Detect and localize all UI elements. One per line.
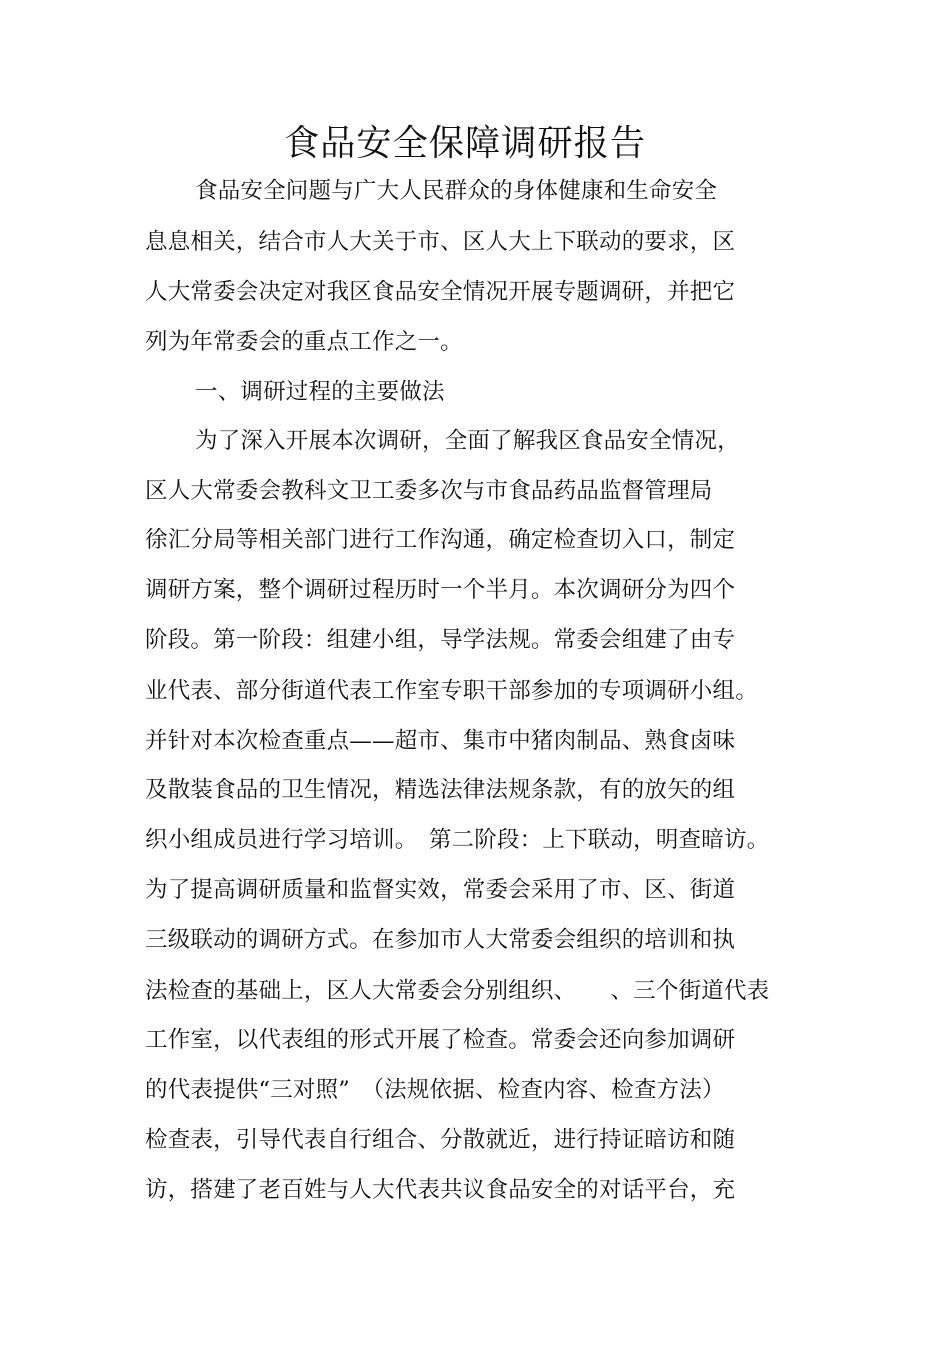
paragraph-line: 为了深入开展本次调研，全面了解我区食品安全情况， xyxy=(195,428,740,454)
paragraph-line: 检查表，引导代表自行组合、分散就近，进行持证暗访和随 xyxy=(145,1127,736,1153)
document-title: 食品安全保障调研报告 xyxy=(283,123,647,164)
paragraph-line: 阶段。第一阶段：组建小组，导学法规。常委会组建了由专 xyxy=(145,627,736,653)
paragraph-line: 食品安全问题与广大人民群众的身体健康和生命安全 xyxy=(195,178,718,204)
paragraph-line: 区人大常委会教科文卫工委多次与市食品药品监督管理局 xyxy=(145,478,713,504)
paragraph-line: 徐汇分局等相关部门进行工作沟通，确定检查切入口，制定 xyxy=(145,527,736,553)
paragraph-line: 并针对本次检查重点——超市、集市中猪肉制品、熟食卤味 xyxy=(145,728,736,754)
paragraph-line: 业代表、部分街道代表工作室专职干部参加的专项调研小组。 xyxy=(145,678,758,704)
paragraph-line: 人大常委会决定对我区食品安全情况开展专题调研，并把它 xyxy=(145,279,736,305)
paragraph-line: 调研方案，整个调研过程历时一个半月。本次调研分为四个 xyxy=(145,577,736,603)
paragraph-line: 列为年常委会的重点工作之一。 xyxy=(145,329,463,355)
paragraph-line: 工作室，以代表组的形式开展了检查。常委会还向参加调研 xyxy=(145,1027,736,1053)
paragraph-line: 织小组成员进行学习培训。 第二阶段：上下联动，明查暗访。 xyxy=(145,827,770,853)
paragraph-line: 息息相关，结合市人大关于市、区人大上下联动的要求，区 xyxy=(145,229,736,255)
paragraph-line: 访，搭建了老百姓与人大代表共议食品安全的对话平台，充 xyxy=(145,1177,736,1203)
paragraph-line: 为了提高调研质量和监督实效，常委会采用了市、区、街道 xyxy=(145,877,736,903)
paragraph-line: 三级联动的调研方式。在参加市人大常委会组织的培训和执 xyxy=(145,927,736,953)
paragraph-line: 法检查的基础上，区人大常委会分别组织、 、三个街道代表 xyxy=(145,978,770,1004)
paragraph-line: 及散装食品的卫生情况，精选法律法规条款，有的放矢的组 xyxy=(145,777,736,803)
paragraph-line: 的代表提供“三对照” （法规依据、检查内容、检查方法） xyxy=(145,1077,725,1103)
section-heading: 一、调研过程的主要做法 xyxy=(195,379,445,405)
